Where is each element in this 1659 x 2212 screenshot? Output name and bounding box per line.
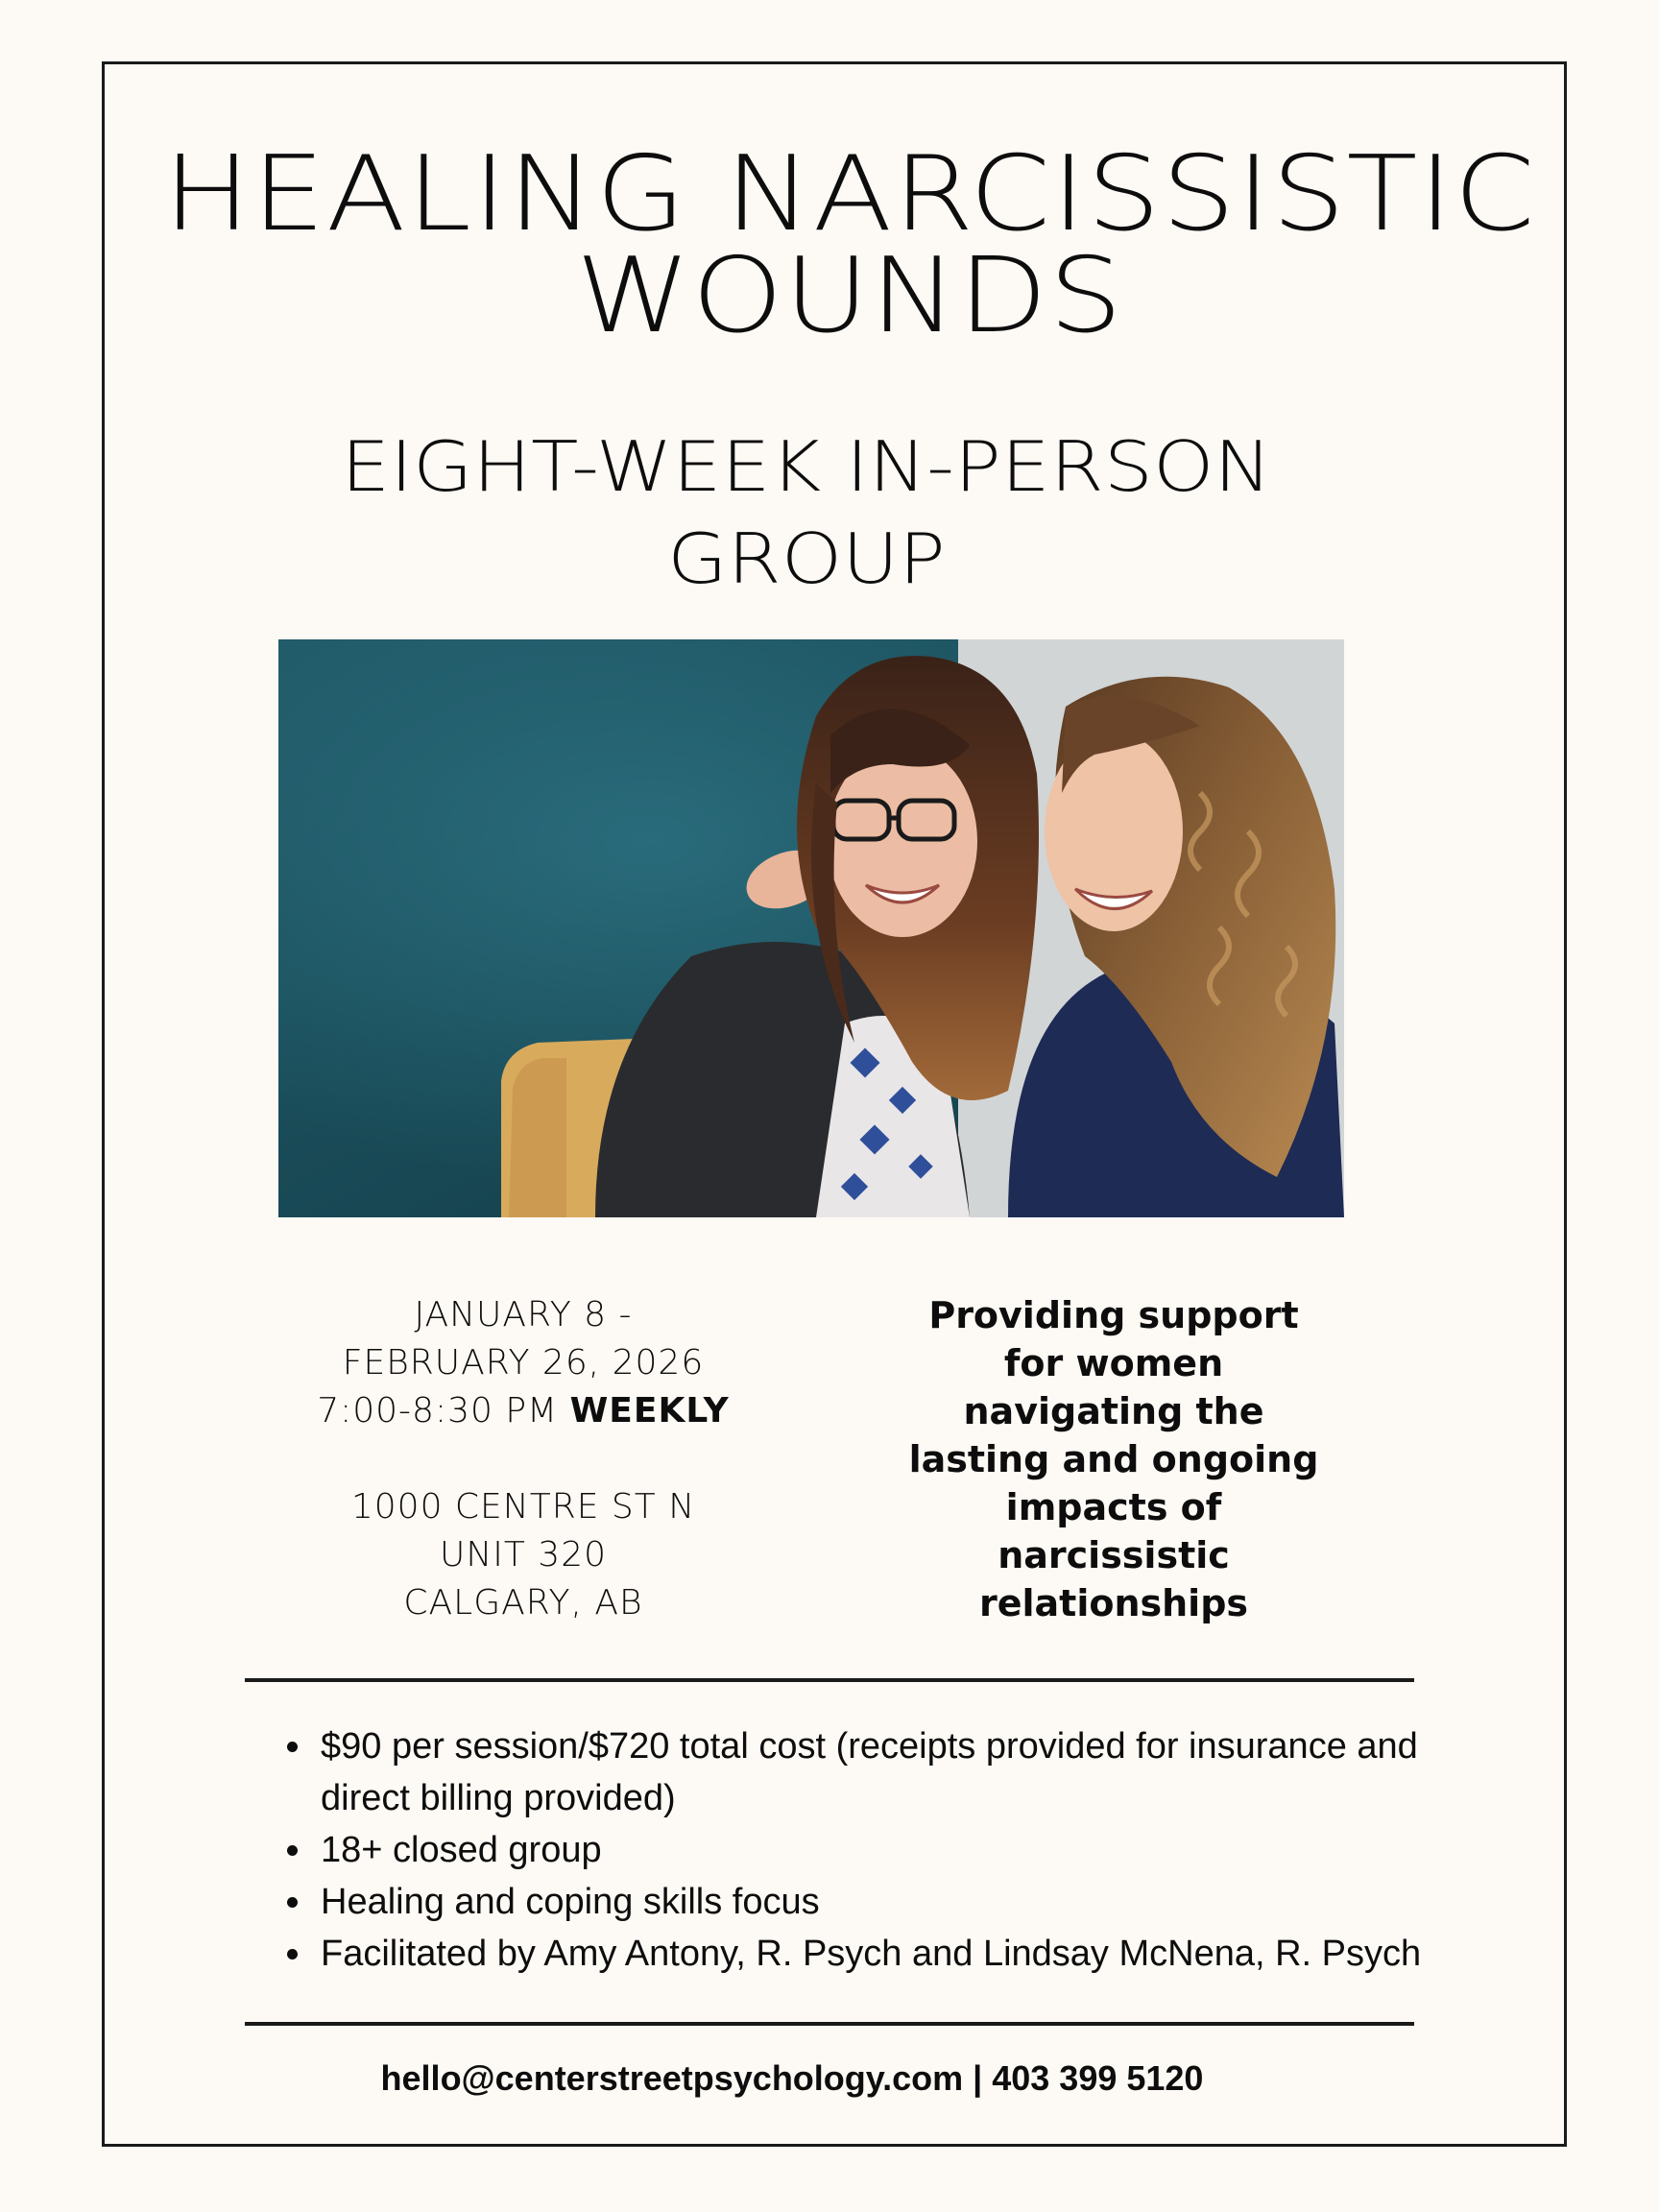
dates-line-2: FEBRUARY 26, 2026 [342,1343,705,1382]
group-photo [278,639,1344,1217]
poster-subtitle [161,421,1452,605]
time-text: 7:00-8:30 PM [317,1391,570,1431]
tagline-line-2: for women [1003,1342,1224,1384]
tagline-line-3: navigating the [963,1390,1264,1432]
divider-top [245,1678,1414,1682]
list-item: • Facilitated by Amy Antony, R. Psych and Lindsay McNena, R. Psych [315,1928,1467,1980]
title-line-2: WOUNDS [575,236,1124,356]
photo-illustration [278,639,1344,1217]
tagline-line-7: relationships [978,1582,1249,1624]
tagline-line-1: Providing support [928,1294,1299,1336]
event-details [240,1291,806,1627]
info-list [280,1720,1467,1980]
subtitle-line-1: EIGHT-WEEK IN-PERSON [341,426,1272,507]
tagline-line-5: impacts of [1005,1486,1222,1528]
list-item: • $90 per session/$720 total cost (receipts provided for insurance and direct billing provided) [315,1720,1467,1824]
time-line [240,1387,806,1435]
tagline [845,1291,1382,1627]
spacer [240,1435,806,1483]
contact-info[interactable]: hello@centerstreetpsychology.com | 403 399 5120 [380,2058,1204,2098]
list-item: • Healing and coping skills focus [315,1876,1467,1928]
title-line-1: HEALING NARCISSISTIC [163,134,1536,254]
address-line-2: UNIT 320 [439,1535,608,1575]
tagline-line-4: lasting and ongoing [908,1438,1319,1480]
frequency-text: WEEKLY [569,1391,730,1431]
divider-bottom [245,2022,1414,2026]
dates-line-1: JANUARY 8 - [414,1295,633,1334]
address-line-3: CALGARY, AB [403,1583,643,1623]
tagline-line-6: narcissistic [998,1534,1230,1576]
list-item: • 18+ closed group [315,1824,1467,1876]
address-line-1: 1000 CENTRE ST N [350,1487,696,1527]
subtitle-line-2: GROUP [667,518,946,599]
poster-title [0,134,1659,356]
